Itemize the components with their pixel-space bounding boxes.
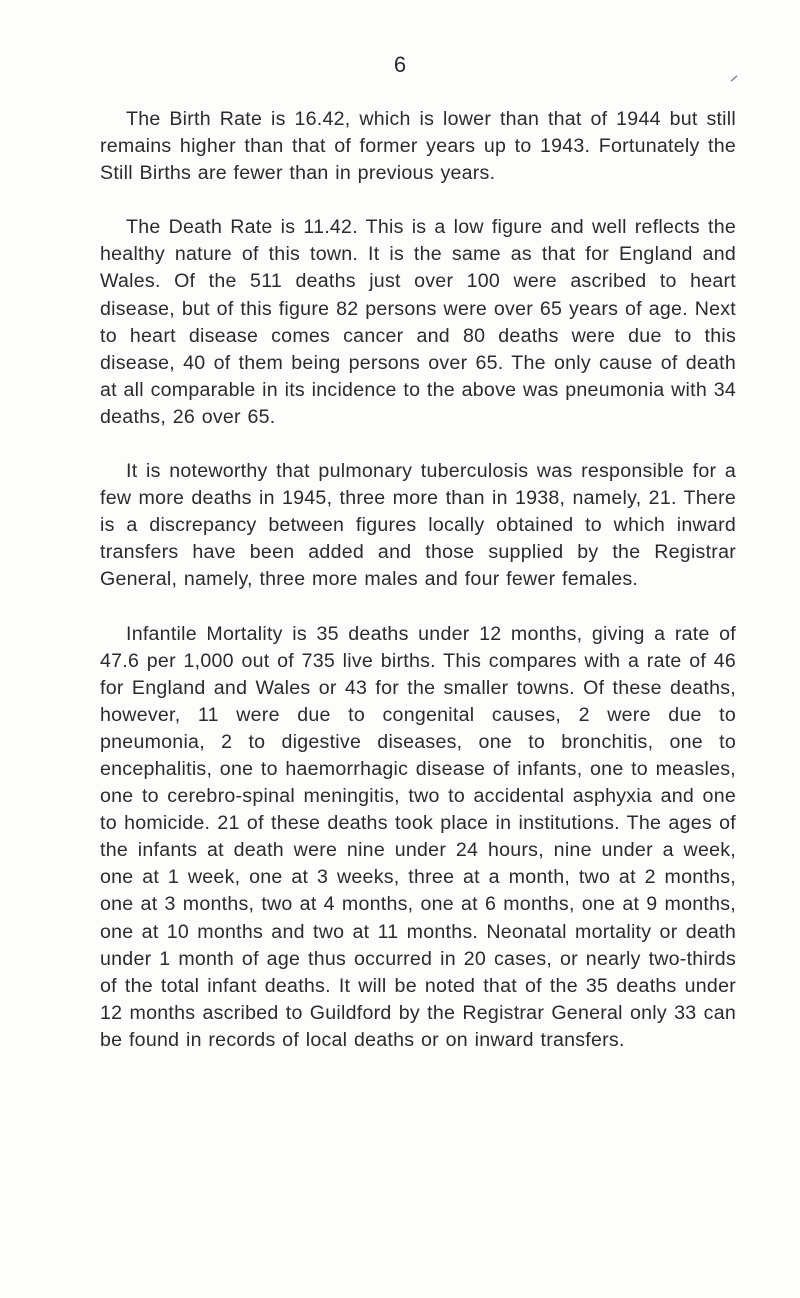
paragraph-birth-rate: The Birth Rate is 16.42, which is lower than that of 1944 but still remains higher than that of former years up to 1943. Fortunately the Still Births are fewer than in previous years. [100, 108, 736, 185]
paragraph-tuberculosis: It is noteworthy that pulmonary tuberculosis was responsible for a few more deaths in 1945, three more than in 1938, namely, 21. There is a discrepancy between figures locally obtained to which inward transfers have been added and those supplied by the Registrar General, namely, three more males and four fewer females. [100, 460, 736, 591]
page-number: 6 [393, 52, 407, 77]
paragraph-infantile-mortality: Infantile Mortality is 35 deaths under 12 months, giving a rate of 47.6 per 1,000 out of 735 live births. This compares with a rate of 46 for England and Wales or 43 for the smaller towns. Of these deaths, however, 11 were due to congenital causes, 2 were due to pneumonia, 2 to digestive diseases, one to bronchitis, one to encephalitis, one to haemorrhagic disease of infants, one to measles, one to cerebro-spinal meningitis, two to accidental asphyxia and one to homicide. 21 of these deaths took place in institutions. The ages of the infants at death were nine under 24 hours, nine under a week, one at 1 week, one at 3 weeks, three at a month, two at 2 months, one at 3 months, two at 4 months, one at 6 months, one at 9 months, one at 10 months and two at 11 months. Neonatal mortality or death under 1 month of age thus occurred in 20 cases, or nearly two-thirds of the total infant deaths. It will be noted that of the 35 deaths under 12 months ascribed to Guildford by the Registrar General only 33 can be found in records of local deaths or on inward transfers. [100, 622, 736, 1051]
body-text [100, 106, 736, 1054]
paragraph-death-rate: The Death Rate is 11.42. This is a low figure and well reflects the healthy nature of this town. It is the same as that for England and Wales. Of the 511 deaths just over 100 were ascribed to heart disease, but of this figure 82 persons were over 65 years of age. Next to heart disease comes cancer and 80 deaths were due to this disease, 40 of them being persons over 65. The only cause of death at all comparable in its incidence to the above was pneumonia with 34 deaths, 26 over 65. [100, 216, 736, 428]
